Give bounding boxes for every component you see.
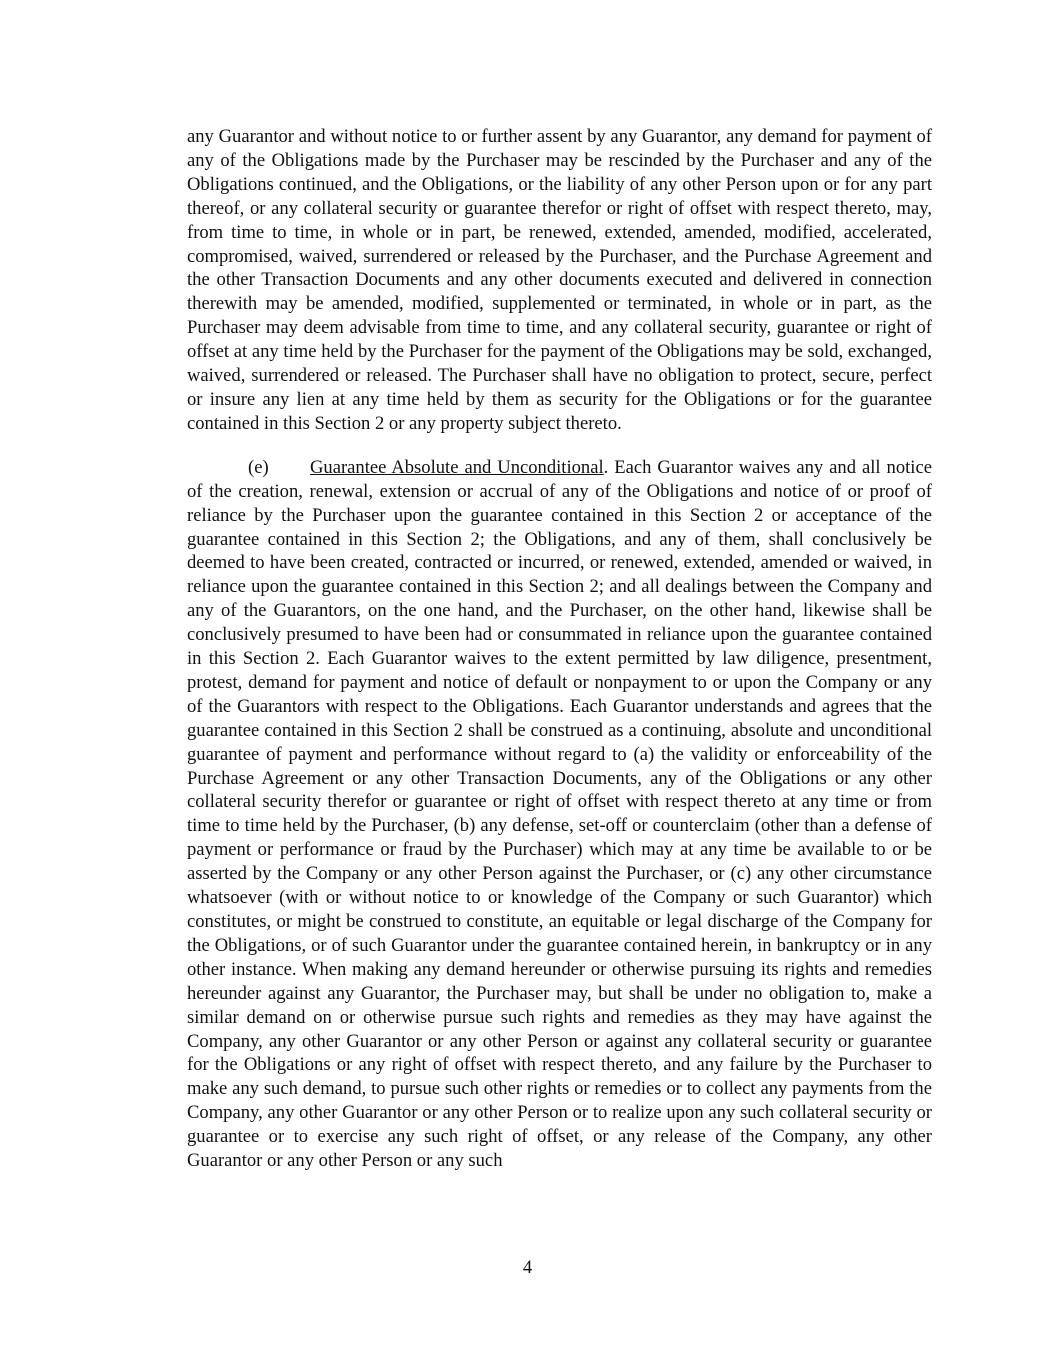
page-number: 4 <box>522 1257 533 1278</box>
section-e-body: . Each Guarantor waives any and all notice of the creation, renewal, extension or accrual of any of the Obligations and notice of or proof of reliance by the Purchaser upon the guarantee contained in this Section 2 or acceptance of the guarantee contained in this Section 2; the Obligations, and any of them, shall conclusively be deemed to have been created, contracted or incurred, or renewed, extended, amended or waived, in reliance upon the guarantee contained in this Section 2; and all dealings between the Company and any of the Guarantors, on the one hand, and the Purchaser, on the other hand, likewise shall be conclusively presumed to have been had or consummated in reliance upon the guarantee contained in this Section 2. Each Guarantor waives to the extent permitted by law diligence, presentment, protest, demand for payment and notice of default or nonpayment to or upon the Company or any of the Guarantors with respect to the Obligations. Each Guarantor understands and agrees that the guarantee contained in this Section 2 shall be construed as a continuing, absolute and unconditional guarantee of payment and performance without regard to (a) the validity or enforceability of the Purchase Agreement or any other Transaction Documents, any of the Obligations or any other collateral security therefor or guarantee or right of offset with respect thereto at any time or from time to time held by the Purchaser, (b) any defense, set-off or counterclaim (other than a defense of payment or performance or fraud by the Purchaser) which may at any time be available to or be asserted by the Company or any other Person against the Purchaser, or (c) any other circumstance whatsoever (with or without notice to or knowledge of the Company or such Guarantor) which constitutes, or might be construed to constitute, an equitable or legal discharge of the Company for the Obligations, or of such Guarantor under the guarantee contained herein, in bankruptcy or in any other instance. When making any demand hereunder or otherwise pursuing its rights and remedies hereunder against any Guarantor, the Purchaser may, but shall be under no obligation to, make a similar demand on or otherwise pursue such rights and remedies as they may have against the Company, any other Guarantor or any other Person or against any collateral security or guarantee for the Obligations or any right of offset with respect thereto, and any failure by the Purchaser to make any such demand, to pursue such other rights or remedies or to collect any payments from the Company, any other Guarantor or any other Person or to realize upon any such collateral security or guarantee or to exercise any such right of offset, or any release of the Company, any other Guarantor or any other Person or any such <box>187 456 932 1172</box>
section-e-paragraph <box>187 456 932 1173</box>
document-page <box>187 125 932 1173</box>
section-e-heading: Guarantee Absolute and Unconditional <box>310 456 604 478</box>
section-e-number: (e) <box>248 456 269 478</box>
paragraph-continued: any Guarantor and without notice to or further assent by any Guarantor, any demand for payment of any of the Obligations made by the Purchaser may be rescinded by the Purchaser and any of the Obligations continued, and the Obligations, or the liability of any other Person upon or for any part thereof, or any collateral security or guarantee therefor or right of offset with respect thereto, may, from time to time, in whole or in part, be renewed, extended, amended, modified, accelerated, compromised, waived, surrendered or released by the Purchaser, and the Purchase Agreement and the other Transaction Documents and any other documents executed and delivered in connection therewith may be amended, modified, supplemented or terminated, in whole or in part, as the Purchaser may deem advisable from time to time, and any collateral security, guarantee or right of offset at any time held by the Purchaser for the payment of the Obligations may be sold, exchanged, waived, surrendered or released. The Purchaser shall have no obligation to protect, secure, perfect or insure any lien at any time held by them as security for the Obligations or for the guarantee contained in this Section 2 or any property subject thereto. <box>187 126 932 434</box>
